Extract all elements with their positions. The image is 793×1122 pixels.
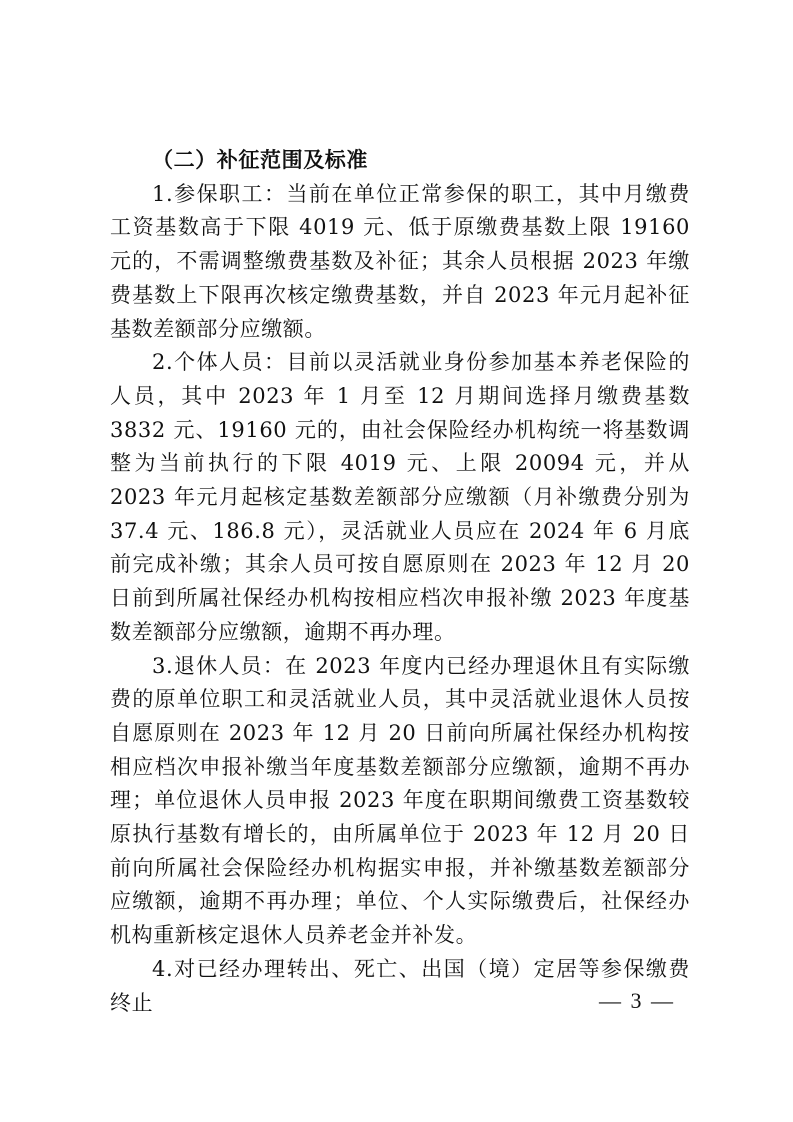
paragraph-retirees: 3.退休人员：在 2023 年度内已经办理退休且有实际缴费的原单位职工和灵活就业人员，其中灵活就业退休人员按自愿原则在 2023 年 12 月 20 日前向所属社保经办机构按相应档次申报补缴当年度基数差额部分应缴额，逾期不再办理；单位退休人员申报 2023 年度在职期间缴费工资基数较原执行基数有增长的，由所属单位于 2023 年 12 月 20 日前向所属社会保险经办机构据实申报，并补缴基数差额部分应缴额，逾期不再办理；单位、个人实际缴费后，社保经办机构重新核定退休人员养老金并补发。 [110, 653, 690, 948]
paragraph-terminated-insurance: 4.对已经办理转出、死亡、出国（境）定居等参保缴费终止 [110, 956, 690, 1015]
document-body [110, 144, 690, 1020]
section-heading: （二）补征范围及标准 [152, 148, 368, 172]
paragraph-insured-employees: 1.参保职工：当前在单位正常参保的职工，其中月缴费工资基数高于下限 4019 元、低于原缴费基数上限 19160 元的，不需调整缴费基数及补征；其余人员根据 2023 年缴费基数上下限再次核定缴费基数，并自 2023 年元月起补征基数差额部分应缴额。 [110, 181, 690, 341]
paragraph-individual-workers: 2.个体人员：目前以灵活就业身份参加基本养老保险的人员，其中 2023 年 1 月至 12 月期间选择月缴费基数 3832 元、19160 元的，由社会保险经办机构统一将基数调整为当前执行的下限 4019 元、上限 20094 元，并从 2023 年元月起核定基数差额部分应缴额（月补缴费分别为 37.4 元、186.8 元），灵活就业人员应在 2024 年 6 月底前完成补缴；其余人员可按自愿原则在 2023 年 12 月 20 日前到所属社保经办机构按相应档次申报补缴 2023 年度基数差额部分应缴额，逾期不再办理。 [110, 350, 690, 644]
page-number: — 3 — [599, 988, 675, 1013]
